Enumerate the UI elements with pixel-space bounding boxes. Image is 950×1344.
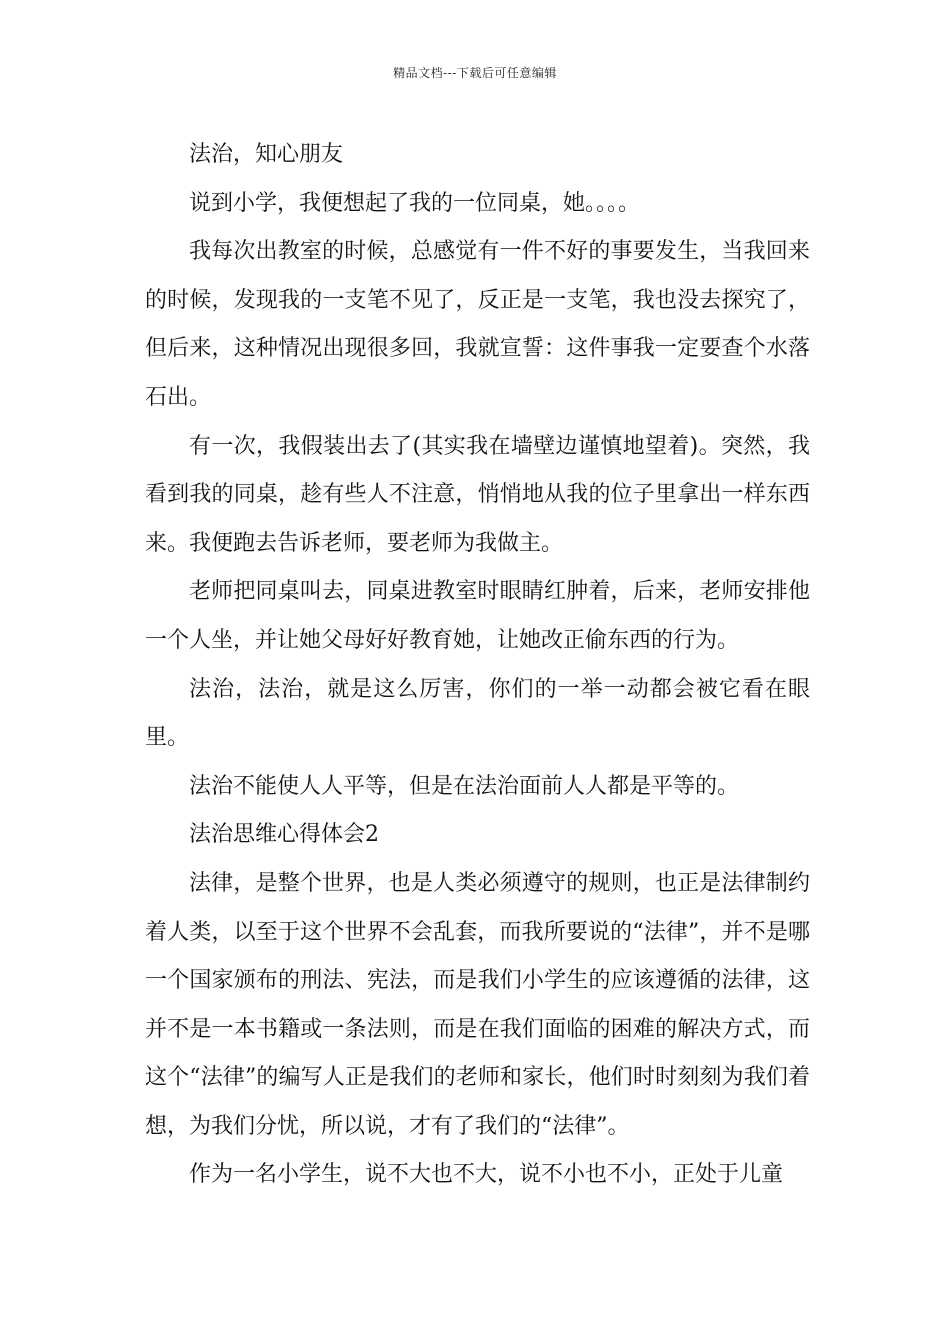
paragraph: 说到小学，我便想起了我的一位同桌，她。。。。 [189,190,641,216]
paragraph: 法律，是整个世界，也是人类必须遵守的规则，也正是法律制约着人类，以至于这个世界不会乱套，而我所要说的“法律”，并不是哪一个国家颁布的刑法、宪法，而是我们小学生的应该遵循的法律，这并不是一本书籍或一条法则，而是在我们面临的困难的解决方式，而这个“法律”的编写人正是我们的老师和家长，他们时时刻刻为我们着想，为我们分忧，所以说，才有了我们的“法律”。 [145,870,810,1139]
paragraph: 我每次出教室的时候，总感觉有一件不好的事要发生，当我回来的时候，发现我的一支笔不见了，反正是一支笔，我也没去探究了，但后来，这种情况出现很多回，我就宣誓：这件事我一定要查个水落石出。 [145,239,810,410]
paragraph: 老师把同桌叫去，同桌进教室时眼睛红肿着，后来，老师安排他一个人坐，并让她父母好好教育她，让她改正偷东西的行为。 [145,579,810,653]
section-heading: 法治思维心得体会2 [189,822,379,848]
paragraph-title: 法治，知心朋友 [189,142,344,167]
page-header: 精品文档---下载后可任意编辑 [393,66,557,80]
paragraph: 作为一名小学生，说不大也不大，说不小也不小，正处于儿童 [189,1162,784,1188]
document-body [145,131,810,1200]
paragraph: 法治，法治，就是这么厉害，你们的一举一动都会被它看在眼里。 [145,676,810,751]
paragraph: 法治不能使人人平等，但是在法治面前人人都是平等的。 [189,773,740,799]
paragraph: 有一次，我假装出去了(其实我在墙壁边谨慎地望着)。突然，我看到我的同桌，趁有些人不注意，悄悄地从我的位子里拿出一样东西来。我便跑去告诉老师，要老师为我做主。 [145,433,810,556]
